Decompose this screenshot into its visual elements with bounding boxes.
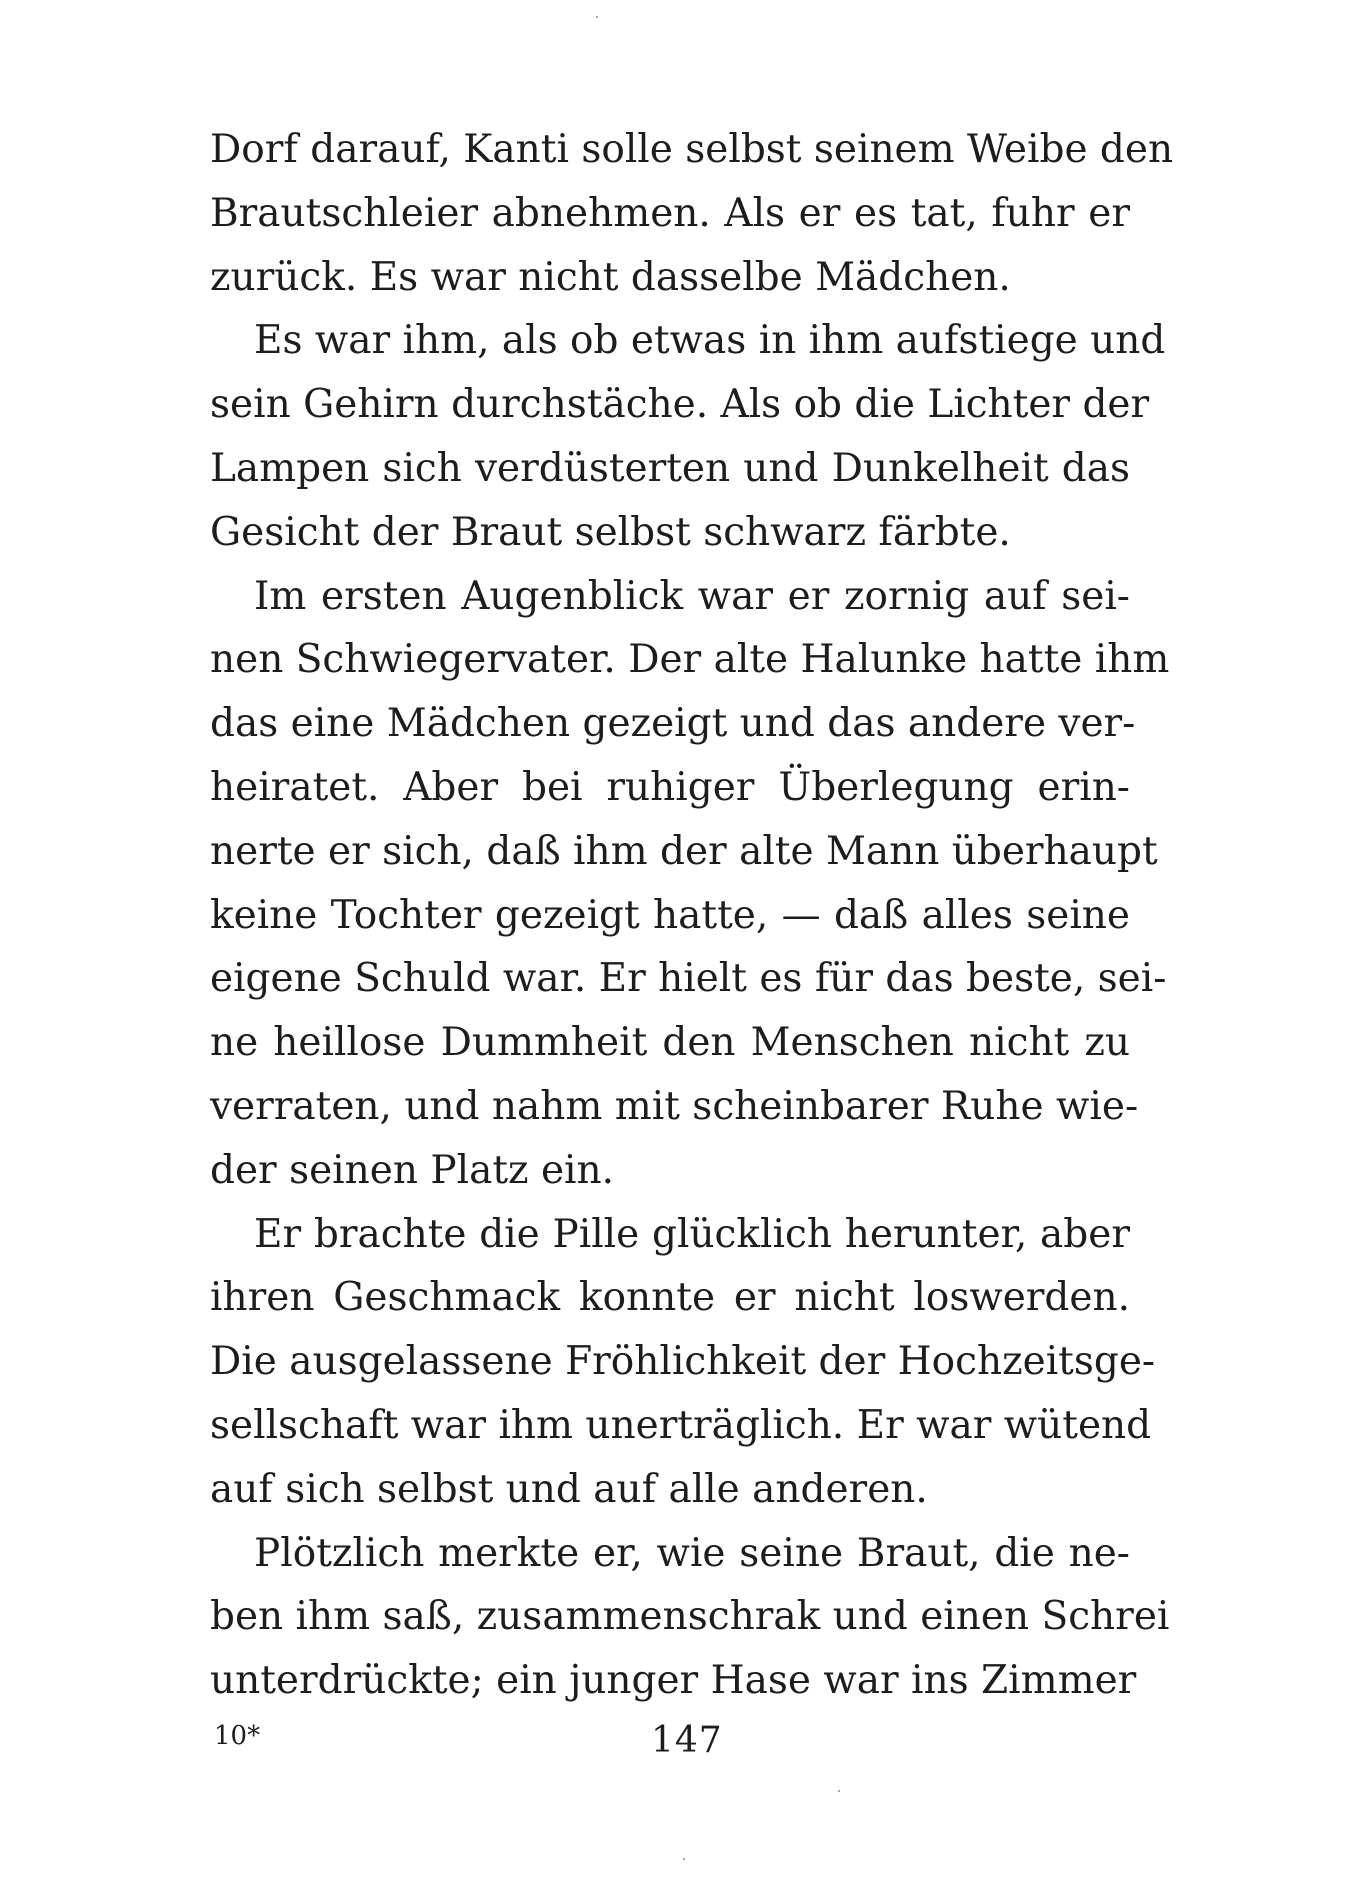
text-line: Die ausgelassene Fröhlichkeit der Hochzeitsge- (210, 1339, 1156, 1385)
text-line: Dorf darauf, Kanti solle selbst seinem Weibe den (210, 127, 1174, 172)
text-line: Es war ihm, als ob etwas in ihm aufstiege und (254, 318, 1166, 364)
body-text (210, 118, 1174, 1713)
text-line: nen Schwiegervater. Der alte Halunke hatte ihm (210, 637, 1170, 683)
text-line: verraten, und nahm mit scheinbarer Ruhe wie- (210, 1083, 1139, 1129)
paper-speck (838, 1790, 840, 1792)
text-line: unterdrückte; ein junger Hase war ins Zimmer (210, 1658, 1137, 1704)
page-footer (0, 1716, 1357, 1766)
text-line: Im ersten Augenblick war er zornig auf sei- (254, 573, 1130, 619)
text-line: das eine Mädchen gezeigt und das andere ver- (210, 701, 1136, 747)
page-number: 147 (651, 1720, 723, 1761)
text-line: ben ihm saß, zusammenschrak und einen Schrei (210, 1594, 1170, 1640)
text-line: Brautschleier abnehmen. Als er es tat, fuhr er (210, 190, 1130, 236)
text-line: Gesicht der Braut selbst schwarz färbte. (210, 509, 1011, 555)
text-line: keine Tochter gezeigt hatte, — daß alles seine (210, 892, 1130, 938)
text-line: sellschaft war ihm unerträglich. Er war wütend (210, 1402, 1152, 1448)
text-line: Lampen sich verdüsterten und Dunkelheit das (210, 445, 1130, 491)
paper-speck (596, 16, 598, 18)
text-line: Er brachte die Pille glücklich herunter, aber (254, 1211, 1130, 1257)
paper-speck (683, 1858, 685, 1860)
text-line: zurück. Es war nicht dasselbe Mädchen. (210, 254, 1011, 300)
text-line: ihren Geschmack konnte er nicht loswerden. (210, 1275, 1130, 1321)
text-line: heiratet. Aber bei ruhiger Überlegung erin- (210, 764, 1130, 810)
signature-mark: 10* (214, 1721, 261, 1751)
text-line: der seinen Platz ein. (210, 1147, 615, 1193)
text-line: sein Gehirn durchstäche. Als ob die Lichter der (210, 382, 1150, 428)
text-line: nerte er sich, daß ihm der alte Mann überhaupt (210, 828, 1158, 874)
text-line: ne heillose Dummheit den Menschen nicht zu (210, 1020, 1130, 1066)
text-line: Plötzlich merkte er, wie seine Braut, die ne- (254, 1530, 1130, 1576)
text-line: eigene Schuld war. Er hielt es für das beste, sei- (210, 956, 1167, 1002)
text-line: auf sich selbst und auf alle anderen. (210, 1466, 928, 1512)
